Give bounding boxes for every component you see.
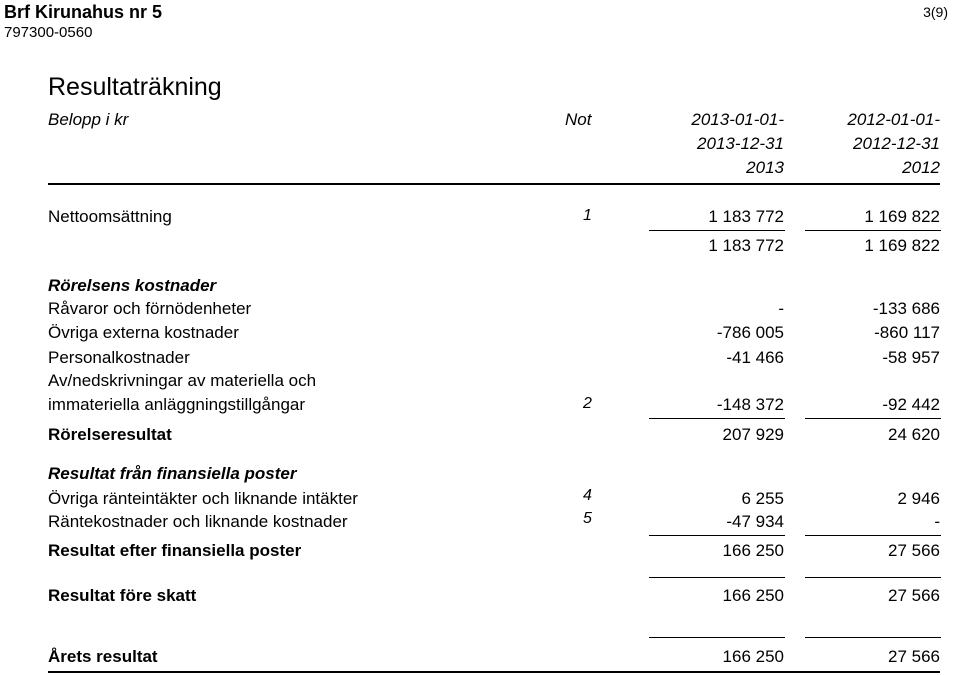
value-current: 166 250 (722, 586, 784, 605)
row-label-efter-finansiella: Resultat efter finansiella poster (48, 541, 302, 560)
value-current: 6 255 (741, 489, 784, 508)
previous-period-start: 2012-01-01- (847, 110, 940, 129)
amount-label: Belopp i kr (48, 110, 129, 129)
value-previous: 27 566 (888, 647, 940, 666)
value-previous: 27 566 (888, 586, 940, 605)
note-header: Not (565, 110, 592, 129)
value-current: 207 929 (722, 425, 784, 444)
row-label-arets-resultat: Årets resultat (48, 647, 158, 666)
note-ref: 1 (583, 207, 592, 224)
section-heading-financial: Resultat från finansiella poster (48, 464, 297, 483)
current-period-end: 2013-12-31 (697, 134, 784, 153)
underline (805, 230, 941, 231)
underline (649, 637, 785, 638)
row-label-rantekostnader: Räntekostnader och liknande kostnader (48, 512, 348, 531)
row-label-ranteintakter: Övriga ränteintäkter och liknande intäkter (48, 489, 358, 508)
note-ref: 2 (583, 395, 592, 412)
value-current: -47 934 (726, 512, 784, 531)
value-current: -41 466 (726, 348, 784, 367)
header-divider (48, 183, 940, 185)
current-period-start: 2013-01-01- (691, 110, 784, 129)
value-current: 166 250 (722, 647, 784, 666)
value-previous: 2 946 (897, 489, 940, 508)
previous-year: 2012 (902, 158, 940, 177)
value-previous: 1 169 822 (864, 207, 940, 226)
underline (649, 418, 785, 419)
row-label-fore-skatt: Resultat före skatt (48, 586, 197, 605)
row-label-avskrivningar-line2: immateriella anläggningstillgångar (48, 395, 306, 414)
value-previous: -58 957 (882, 348, 940, 367)
subtotal-previous: 1 169 822 (864, 236, 940, 255)
value-current: 166 250 (722, 541, 784, 560)
row-label-ovriga-externa: Övriga externa kostnader (48, 323, 239, 342)
underline (649, 535, 785, 536)
underline (805, 577, 941, 578)
value-previous: -860 117 (874, 323, 940, 342)
value-previous: -133 686 (872, 299, 940, 318)
subtotal-current: 1 183 772 (708, 236, 784, 255)
underline (805, 418, 941, 419)
row-label-personal: Personalkostnader (48, 348, 190, 367)
row-label-rorelseresultat: Rörelseresultat (48, 425, 172, 444)
underline (649, 230, 785, 231)
value-previous: 27 566 (888, 541, 940, 560)
row-label-ravaror: Råvaror och förnödenheter (48, 299, 252, 318)
row-label-nettoomsattning: Nettoomsättning (48, 207, 172, 226)
page-title: Resultaträkning (48, 73, 222, 101)
value-previous: 24 620 (888, 425, 940, 444)
underline (805, 535, 941, 536)
note-ref: 4 (583, 487, 592, 504)
value-previous: -92 442 (882, 395, 940, 414)
bottom-divider (48, 671, 940, 673)
value-current: - (778, 299, 784, 318)
row-label-avskrivningar-line1: Av/nedskrivningar av materiella och (48, 371, 317, 390)
value-previous: - (934, 512, 940, 531)
page-number: 3(9) (923, 4, 948, 20)
note-ref: 5 (583, 510, 592, 527)
underline (649, 577, 785, 578)
org-number: 797300-0560 (4, 24, 93, 41)
previous-period-end: 2012-12-31 (853, 134, 940, 153)
underline (805, 637, 941, 638)
current-year: 2013 (746, 158, 784, 177)
value-current: 1 183 772 (708, 207, 784, 226)
company-name: Brf Kirunahus nr 5 (4, 2, 163, 22)
section-heading-costs: Rörelsens kostnader (48, 276, 217, 295)
value-current: -148 372 (716, 395, 784, 414)
value-current: -786 005 (716, 323, 784, 342)
